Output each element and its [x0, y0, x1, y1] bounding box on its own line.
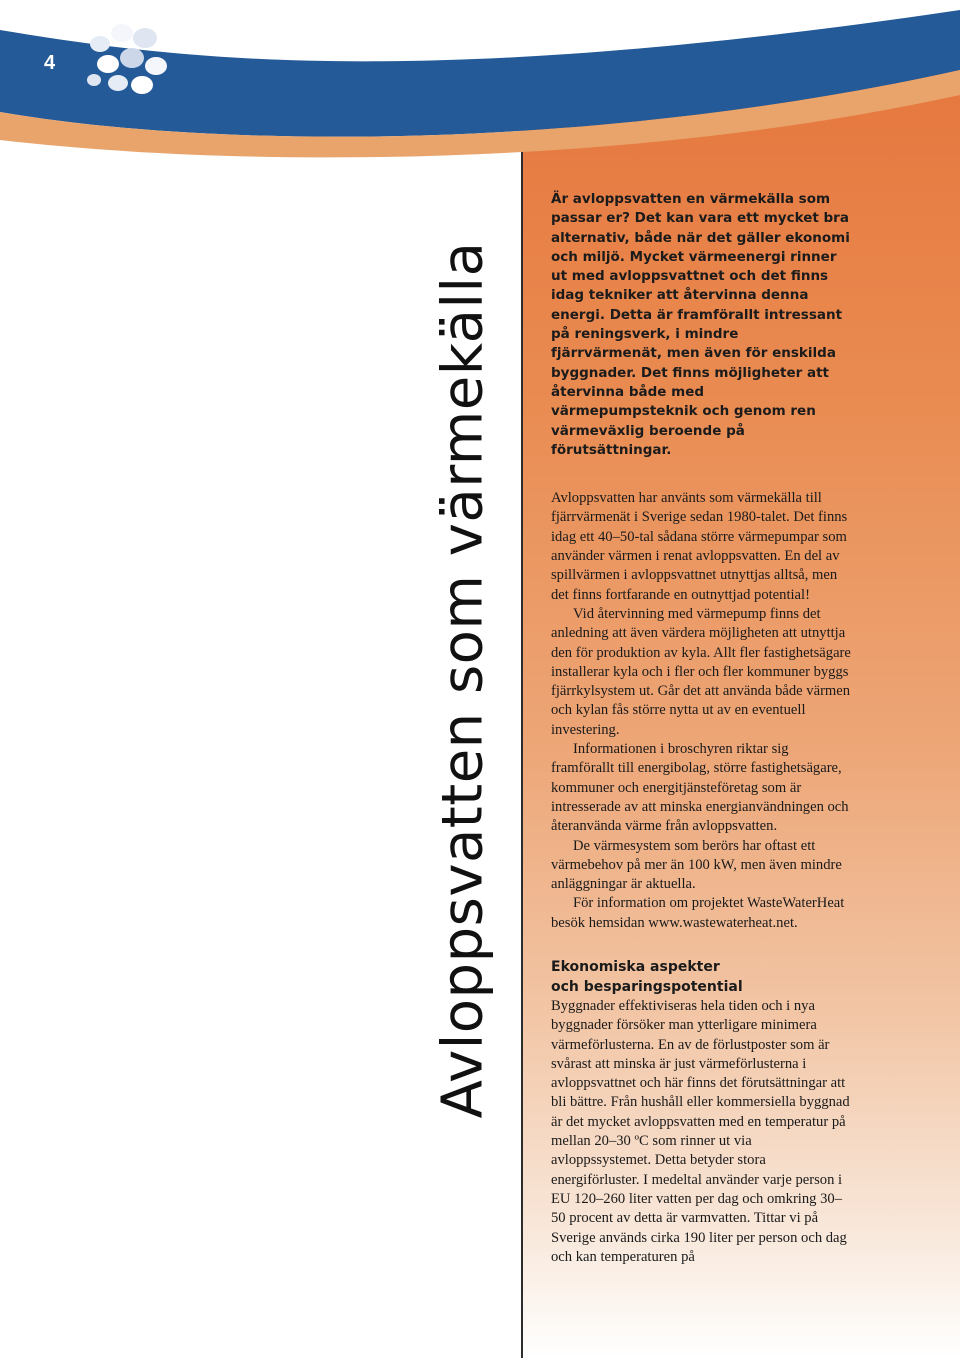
- section-body: Byggnader effektiviseras hela tiden och i nya byggnader försöker man ytterligare minimera värmeförlusterna. En av de förlustposter som är svårast att minska är just värmeförlusterna i avloppsvattnet och här finns det förutsättningar att bli bättre. Från hushåll eller kommersiella byggnad är det mycket avloppsvatten med en temperatur på mellan 20–30 ºC som rinner ut via avloppssystemet. Detta betyder stora energiförluster. I medeltal använder varje person i EU 120–260 liter vatten per dag och omkring 30–50 procent av detta är varmvatten. Tittar vi på Sverige används cirka 190 liter per person och dag och kan temperaturen på: [551, 997, 850, 1265]
- section-heading: [551, 957, 851, 997]
- header-banner: [0, 0, 960, 205]
- body-paragraph: De värmesystem som berörs har oftast ett värmebehov på mer än 100 kW, men även mindre anläggningar är aktuella.: [551, 837, 842, 893]
- body-paragraph: Avloppsvatten har använts som värmekälla till fjärrvärmenät i Sverige sedan 1980-talet. Det finns idag ett 40–50-tal sådana större värmepumpar som använder värmen i renat avloppsvatten. En del av spillvärmen i avloppsvattnet utnyttjas alltså, men det finns fortfarande en outnyttjad potential!: [551, 490, 848, 603]
- section-heading-line: Ekonomiska aspekter: [551, 958, 720, 975]
- intro-paragraph: Är avloppsvatten en värmekälla som passar er? Det kan vara ett mycket bra alternativ, både när det gäller ekonomi och miljö. Mycket värmeenergi rinner ut med avloppsvattnet och det finns idag tekniker att återvinna denna energi. Detta är framförallt intressant på reningsverk, i mindre fjärrvärmenät, men även för enskilda byggnader. Det finns möjligheter att återvinna både med värmepumpsteknik och genom ren värmeväxlig beroende på förutsättningar.: [551, 191, 850, 458]
- section-heading-line: och besparingspotential: [551, 978, 743, 995]
- page-number: 4: [44, 52, 56, 74]
- body-paragraph: Informationen i broschyren riktar sig framförallt till energibolag, större fastighetsägare, kommuner och energitjänsteföretag som är intresserade av att minska energianvändningen och återanvända värme från avloppsvatten.: [551, 741, 849, 835]
- page-title: Avloppsvatten som värmekälla: [430, 241, 496, 1119]
- article-column: [551, 190, 851, 1267]
- body-paragraph: För information om projektet WasteWaterHeat besök hemsidan www.wastewaterheat.net.: [551, 895, 845, 931]
- body-paragraph: Vid återvinning med värmepump finns det anledning att även värdera möjligheten att utnyttja den för produktion av kyla. Allt fler fastighetsägare installerar kyla och i fler och fler kommuner byggs fjärrkylsystem ut. Går det att använda både värmen och kylan fås större nytta ut av en eventuell investering.: [551, 605, 851, 738]
